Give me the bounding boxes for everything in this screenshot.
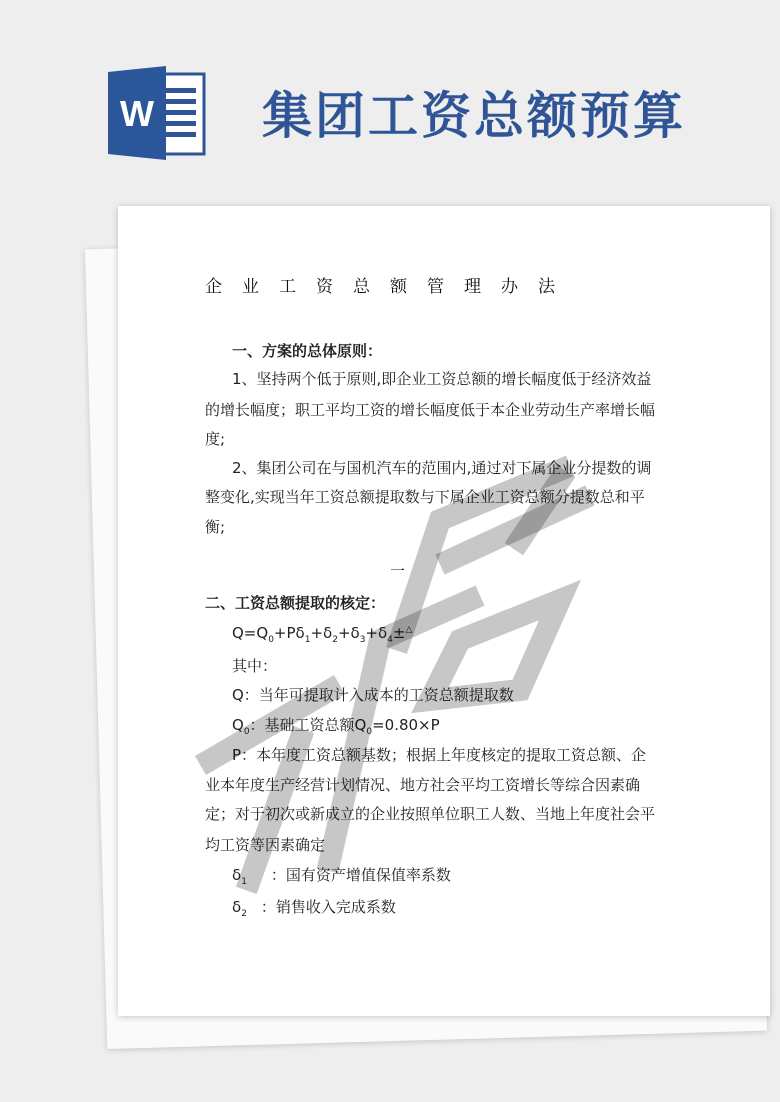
delta1-definition: $\delta_1$ ：国有资产增值保值率系数 xyxy=(232,866,451,887)
paragraph-line: 1、坚持两个低于原则,即企业工资总额的增长幅度低于经济效益 xyxy=(232,370,652,388)
banner xyxy=(0,0,780,190)
section2-heading: 二、工资总额提取的核定： xyxy=(205,594,386,612)
word-document-icon xyxy=(108,66,208,160)
paragraph-line: 均工资等因素确定 xyxy=(205,836,326,854)
section1-heading: 一、方案的总体原则： xyxy=(232,342,383,360)
banner-title: 集团工资总额预算 xyxy=(262,86,686,145)
paragraph-line: 度; xyxy=(205,430,226,448)
paragraph-line: P：本年度工资总额基数；根据上年度核定的提取工资总额、企 xyxy=(232,746,647,764)
document-title: 企业工资总额管理办法 xyxy=(205,277,575,297)
section-divider: 一 xyxy=(390,562,406,580)
q-definition: Q：当年可提取计入成本的工资总额提取数 xyxy=(232,686,514,704)
word-icon-letter: W xyxy=(120,93,154,134)
paragraph-line: 的增长幅度；职工平均工资的增长幅度低于本企业劳动生产率增长幅 xyxy=(205,401,656,419)
q0-definition: $Q_0$：基础工资总额$Q_0=0.80\times P$ xyxy=(232,716,440,737)
paragraph-line: 定；对于初次或新成立的企业按照单位职工人数、当地上年度社会平 xyxy=(205,805,656,823)
delta2-definition: $\delta_2$ ：销售收入完成系数 xyxy=(232,898,396,919)
where-label: 其中： xyxy=(232,657,278,675)
paragraph-line: 2、集团公司在与国机汽车的范围内,通过对下属企业分提数的调 xyxy=(232,459,652,477)
paragraph-line: 衡; xyxy=(205,518,226,536)
formula: $Q=Q_0+P\delta_1+\delta_2+\delta_3+\delta_4\pm^\triangle$ xyxy=(232,624,413,645)
paragraph-line: 整变化,实现当年工资总额提取数与下属企业工资总额分提数总和平 xyxy=(205,488,645,506)
paragraph-line: 业本年度生产经营计划情况、地方社会平均工资增长等综合因素确 xyxy=(205,776,641,794)
